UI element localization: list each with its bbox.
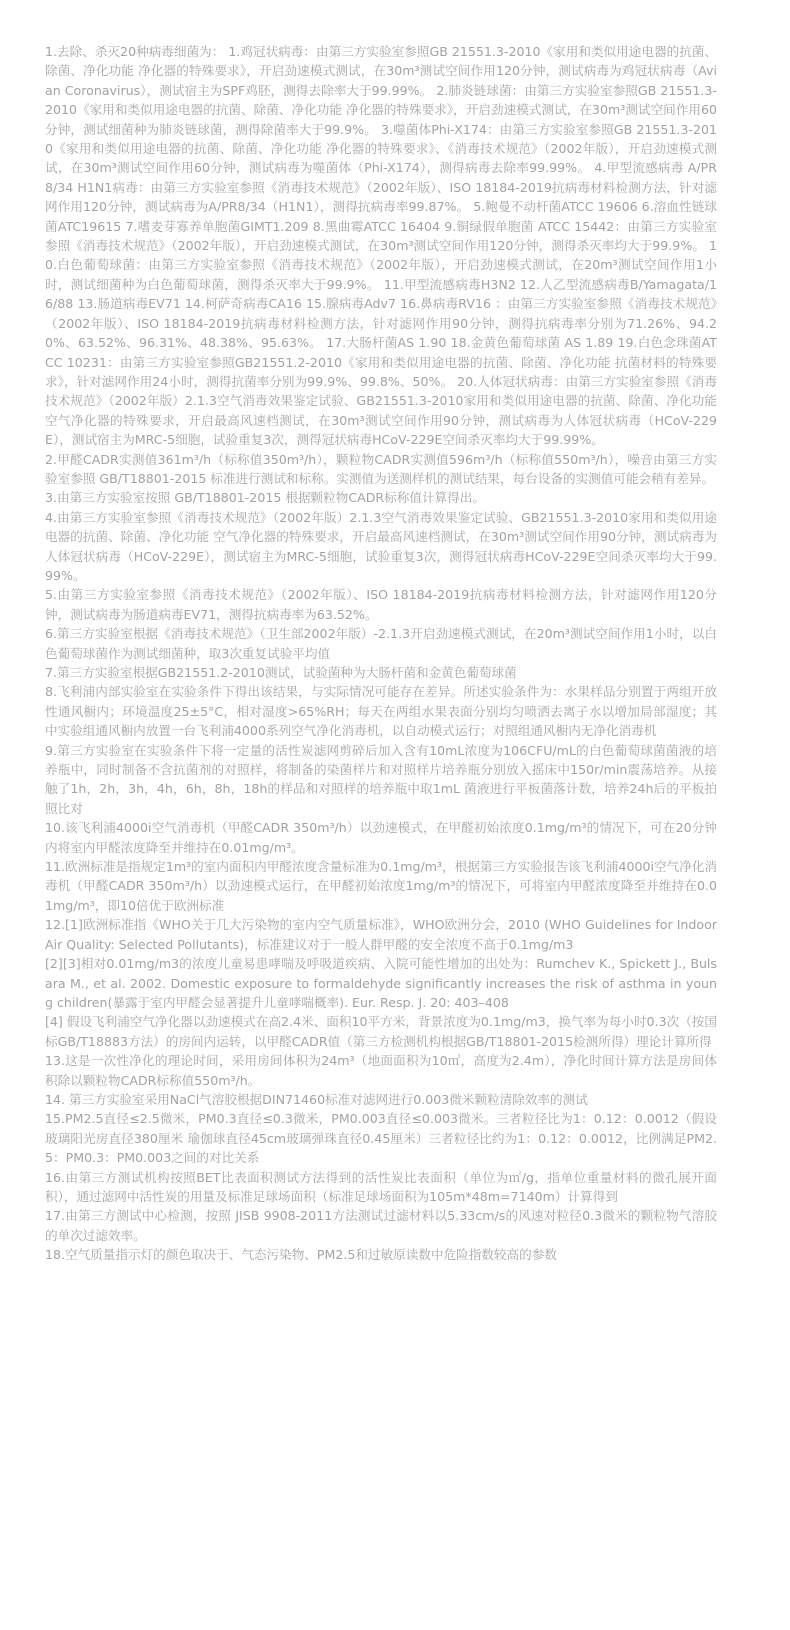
footnote-18: 18.空气质量指示灯的颜色取决于、气态污染物、PM2.5和过敏原读数中危险指数较高的参数 xyxy=(45,1247,557,1263)
footnote-5: 5.由第三方实验室参照《消毒技术规范》（2002年版）、ISO 18184-2019抗病毒材料检测方法，针对滤网作用120分钟，测试病毒为肠道病毒EV71，测得抗病毒率为63.52%。 xyxy=(45,587,717,622)
footnotes xyxy=(45,42,717,1265)
footnote-4: 4.由第三方实验室参照《消毒技术规范》（2002年版）2.1.3空气消毒效果鉴定试验、GB21551.3-2010家用和类似用途电器的抗菌、除菌、净化功能 空气净化器的特殊要求，开启最高风速档测试，在30m³测试空间作用90分钟，测试病毒为人体冠状病毒（HCoV-229E），测试宿主为MRC-5细胞，试验重复3次，测得冠状病毒HCoV-229E空间杀灭率均大于99.99%。 xyxy=(45,509,717,583)
footnote-12-ref-4: [4] 假设飞利浦空气净化器以劲速模式在高2.4米、面积10平方米，背景浓度为0.1mg/m3，换气率为每小时0.3次（按国标GB/T18883方法）的房间内运转，以甲醛CADR值（第三方检测机构根据GB/T18801-2015检测所得）理论计算所得 xyxy=(45,1014,717,1049)
footnote-2: 2.甲醛CADR实测值361m³/h（标称值350m³/h），颗粒物CADR实测值596m³/h（标称值550m³/h），噪音由第三方实验室参照 GB/T18801-2015 标准进行测试和标称。实测值为送测样机的测试结果，每台设备的实测值可能会稍有差异。 xyxy=(45,451,717,486)
footnote-12-ref-2-3: [2][3]相对0.01mg/m3的浓度儿童易患哮喘及呼吸道疾病、入院可能性增加的出处为：Rumchev K., Spickett J., Bulsara M., et al. 2002. Domestic exposure to formaldehyde significantly increases the risk of asthma in young children(暴露于室内甲醛会显著提升儿童哮喘概率). Eur. Resp. J. 20: 403–408 xyxy=(45,956,717,1010)
footnote-14: 14. 第三方实验室采用NaCl气溶胶根据DIN71460标准对滤网进行0.003微米颗粒清除效率的测试 xyxy=(45,1091,588,1107)
footnote-12: 12.[1]欧洲标准指《WHO关于几大污染物的室内空气质量标准》，WHO欧洲分会，2010 (WHO Guidelines for Indoor Air Quality: Selected Pollutants)，标准建议对于一般人群甲醛的安全浓度不高于0.1mg/m3 xyxy=(45,917,717,952)
footnote-15: 15.PM2.5直径≤2.5微米，PM0.3直径≤0.3微米，PM0.003直径≤0.003微米。三者粒径比为1：0.12：0.0012（假设玻璃阳光房直径380厘米 瑜伽球直径45cm玻璃弹珠直径0.45厘米）三者粒径比约为1：0.12：0.0012，比例满足PM2.5：PM0.3：PM0.003之间的对比关系 xyxy=(45,1111,717,1166)
footnote-3: 3.由第三方实验室按照 GB/T18801-2015 根据颗粒物CADR标称值计算得出。 xyxy=(45,490,485,506)
footnote-6: 6.第三方实验室根据《消毒技术规范》（卫生部2002年版）-2.1.3开启劲速模式测试，在20m³测试空间作用1小时，以白色葡萄球菌作为测试细菌种，取3次重复试验平均值 xyxy=(45,626,717,661)
footnote-9: 9.第三方实验室在实验条件下将一定量的活性炭滤网剪碎后加入含有10mL浓度为106CFU/mL的白色葡萄球菌菌液的培养瓶中，同时制备不含抗菌剂的对照样，将制备的染菌样片和对照样片培养瓶分别放入摇床中150r/min震荡培养。从接触了1h，2h，3h，4h，6h，8h，18h的样品和对照样的培养瓶中取1mL 菌液进行平板菌落计数，培养24h后的平板拍照比对 xyxy=(45,742,717,816)
footnote-16: 16.由第三方测试机构按照BET比表面积测试方法得到的活性炭比表面积（单位为㎡/g，指单位重量材料的微孔展开面积），通过滤网中活性炭的用量及标准足球场面积（标准足球场面积为105m*48m=7140m）计算得到 xyxy=(45,1169,717,1204)
footnote-13: 13.这是一次性净化的理论时间，采用房间体积为24m³（地面面积为10㎡，高度为2.4m），净化时间计算方法是房间体积除以颗粒物CADR标称值550m³/h。 xyxy=(45,1053,717,1088)
footnote-11: 11.欧洲标准是指规定1m³的室内面积内甲醛浓度含量标准为0.1mg/m³，根据第三方实验报告该飞利浦4000i空气净化消毒机（甲醛CADR 350m³/h）以劲速模式运行，在甲醛初始浓度1mg/m³的情况下，可将室内甲醛浓度降至并维持在0.01mg/m³，即10倍优于欧洲标准 xyxy=(45,859,717,913)
footnote-10: 10.该飞利浦4000i空气消毒机（甲醛CADR 350m³/h）以劲速模式，在甲醛初始浓度0.1mg/m³的情况下，可在20分钟内将室内甲醛浓度降至并维持在0.01mg/m³。 xyxy=(45,820,717,855)
footnote-8: 8.飞利浦内部实验室在实验条件下得出该结果，与实际情况可能存在差异。所述实验条件为：水果样品分别置于两组开放性通风橱内；环境温度25±5°C，相对湿度>65%RH；每天在两组水果表面分别均匀喷洒去离子水以增加局部湿度；其中实验组通风橱内放置一台飞利浦4000系列空气净化消毒机，以自动模式运行；对照组通风橱内无净化消毒机 xyxy=(45,684,717,739)
footnote-17: 17.由第三方测试中心检测，按照 JISB 9908-2011方法测试过滤材料以5.33cm/s的风速对粒径0.3微米的颗粒物气溶胶的单次过滤效率。 xyxy=(45,1208,717,1243)
footnote-7: 7.第三方实验室根据GB21551.2-2010测试，试验菌种为大肠杆菌和金黄色葡萄球菌 xyxy=(45,665,517,680)
footnote-1: 1.去除、杀灭20种病毒细菌为： 1.鸡冠状病毒：由第三方实验室参照GB 21551.3-2010《家用和类似用途电器的抗菌、除菌、净化功能 净化器的特殊要求》，开启劲速模式测试，在30m³测试空间作用120分钟，测试病毒为鸡冠状病毒（Avian Coronavirus），测试宿主为SPF鸡胚，测得去除率大于99.99%。 2.肺炎链球菌：由第三方实验室参照GB 21551.3-2010《家用和类似用途电器的抗菌、除菌、净化功能 净化器的特殊要求》，开启劲速模式测试，在30m³测试空间作用60分钟，测试细菌种为肺炎链球菌，测得除菌率大于99.9%。 3.噬菌体Phi-X174：由第三方实验室参照GB 21551.3-2010《家用和类似用途电器的抗菌、除菌、净化功能 净化器的特殊要求》、《消毒技术规范》（2002年版），开启劲速模式测试，在30m³测试空间作用60分钟，测试病毒为噬菌体（Phi-X174），测得病毒去除率99.99%。 4.甲型流感病毒 A/PR8/34 H1N1病毒：由第三方实验室参照《消毒技术规范》（2002年版）、ISO 18184-2019抗病毒材料检测方法，针对滤网作用120分钟，测试病毒为A/PR8/34（H1N1），测得抗病毒率99.87%。 5.鲍曼不动杆菌ATCC 19606 6.溶血性链球菌ATC19615 7.嗜麦芽寡养单胞菌GIMT1.209 8.黑曲霉ATCC 16404 9.铜绿假单胞菌 ATCC 15442：由第三方实验室参照《消毒技术规范》（2002年版），开启劲速模式测试，在30m³测试空间作用120分钟，测得杀灭率均大于99.9%。 10.白色葡萄球菌：由第三方实验室参照《消毒技术规范》（2002年版），开启劲速模式测试，在20m³测试空间作用1小时，测试细菌种为白色葡萄球菌，测得杀灭率大于99.9%。 11.甲型流感病毒H3N2 12.人乙型流感病毒B/Yamagata/16/88 13.肠道病毒EV71 14.柯萨奇病毒CA16 15.腺病毒Adv7 16.鼻病毒RV16 ：由第三方实验室参照《消毒技术规范》（2002年版）、ISO 18184-2019抗病毒材料检测方法，针对滤网作用90分钟，测得抗病毒率分别为71.26%、94.20%、63.52%、96.31%、48.38%、95.63%。 17.大肠杆菌AS 1.90 18.金黄色葡萄球菌 AS 1.89 19.白色念珠菌ATCC 10231：由第三方实验室参照GB21551.2-2010《家用和类似用途电器的抗菌、除菌、净化功能 抗菌材料的特殊要求》，针对滤网作用24小时，测得抗菌率分别为99.9%、99.8%、50%。 20.人体冠状病毒：由第三方实验室参照《消毒技术规范》（2002年版）2.1.3空气消毒效果鉴定试验、GB21551.3-2010家用和类似用途电器的抗菌、除菌、净化功能 空气净化器的特殊要求，开启最高风速档测试，在30m³测试空间作用90分钟，测试病毒为人体冠状病毒（HCoV-229E），测试宿主为MRC-5细胞，试验重复3次，测得冠状病毒HCoV-229E空间杀灭率均大于99.99%。 xyxy=(45,44,717,448)
